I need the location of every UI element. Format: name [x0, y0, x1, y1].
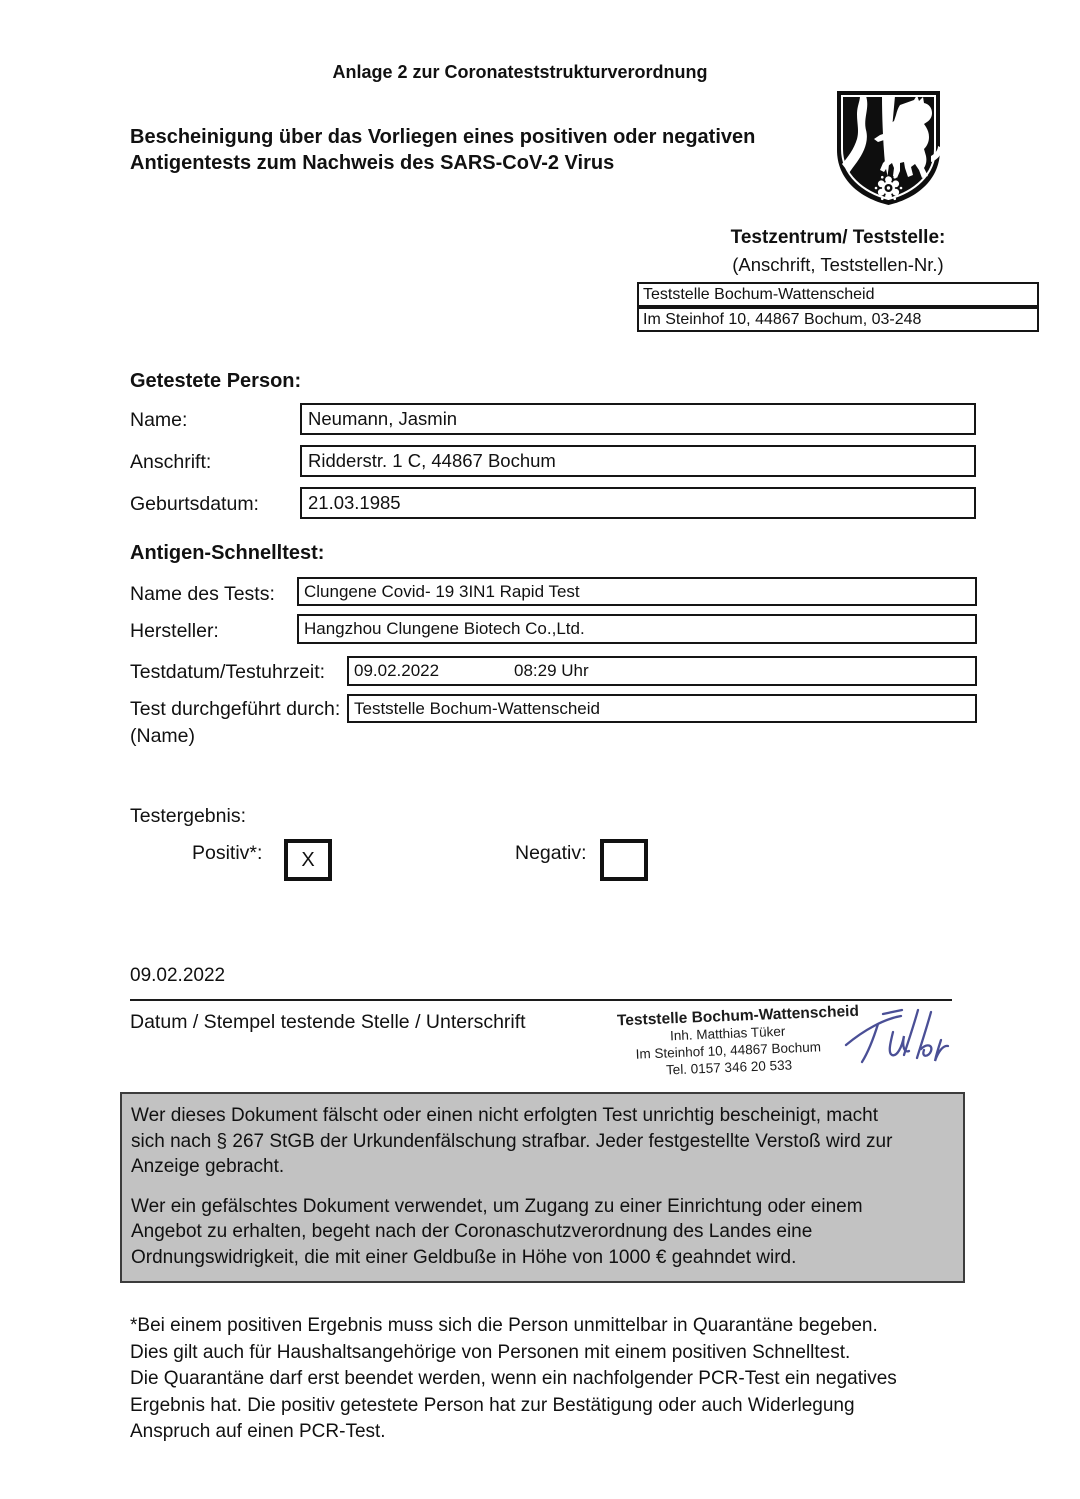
positive-label: Positiv*: [192, 842, 263, 864]
annex-title: Anlage 2 zur Coronateststrukturverordnung [332, 62, 708, 82]
footnote-line1: *Bei einem positiven Ergebnis muss sich die Person unmittelbar in Quarantäne begeben. [130, 1315, 878, 1336]
stamp-line-3: Im Steinhof 10, 44867 Bochum [635, 1039, 822, 1062]
positive-checkbox-mark: X [301, 848, 315, 871]
birthdate-field[interactable]: 21.03.1985 [300, 487, 976, 519]
stamp-line-4: Tel. 0157 346 20 533 [665, 1057, 793, 1078]
test-datetime-field[interactable] [347, 656, 977, 686]
stamp-line-2: Inh. Matthias Tüker [669, 1023, 786, 1044]
warning-p1-line3: Anzeige gebracht. [131, 1156, 285, 1177]
performed-by-name-hint: (Name) [130, 725, 196, 747]
test-center-subtitle: (Anschrift, Teststellen-Nr.) [732, 254, 944, 275]
test-center-name-field[interactable]: Teststelle Bochum-Wattenscheid [637, 282, 1039, 307]
negative-checkbox[interactable] [600, 839, 648, 881]
footnote-line2: Dies gilt auch für Haushaltsangehörige von Personen mit einem positiven Schnelltest. [130, 1341, 851, 1363]
test-time-value: 08:29 Uhr [514, 661, 589, 680]
test-name-label: Name des Tests: [130, 583, 275, 605]
manufacturer-field[interactable]: Hangzhou Clungene Biotech Co.,Ltd. [297, 614, 977, 644]
test-center-title: Testzentrum/ Teststelle: [730, 227, 946, 248]
name-label: Name: [130, 409, 188, 431]
performed-by-label: Test durchgeführt durch: [130, 698, 341, 720]
performed-by-field[interactable]: Teststelle Bochum-Wattenscheid [347, 694, 977, 723]
warning-p2-line1: Wer ein gefälschtes Dokument verwendet, um Zugang zu einer Einrichtung oder einem [131, 1195, 863, 1217]
test-center-stamp [616, 1002, 860, 1081]
attestation-date: 09.02.2022 [130, 965, 226, 986]
antigen-test-section-title: Antigen-Schnelltest: [130, 542, 325, 564]
handwritten-signature [838, 1000, 963, 1078]
tested-person-section-title: Getestete Person: [130, 370, 302, 392]
signature-rule [130, 999, 952, 1001]
test-date-value: 09.02.2022 [354, 661, 440, 680]
negative-label: Negativ: [515, 842, 587, 864]
test-center-address-field[interactable]: Im Steinhof 10, 44867 Bochum, 03-248 [637, 307, 1039, 332]
stamp-line-1: Teststelle Bochum-Wattenscheid [616, 1002, 860, 1030]
manufacturer-label: Hersteller: [130, 620, 219, 642]
test-name-field[interactable]: Clungene Covid- 19 3IN1 Rapid Test [297, 577, 977, 606]
warning-p1-line1: Wer dieses Dokument fälscht oder einen nicht erfolgten Test unrichtig bescheinigt, macht [131, 1105, 879, 1126]
result-section-title: Testergebnis: [130, 805, 246, 827]
nrw-coat-of-arms-icon [832, 88, 945, 207]
warning-p1-line2: sich nach § 267 StGB der Urkundenfälschung strafbar. Jeder festgestellte Verstoß wird zur [131, 1130, 893, 1152]
address-field[interactable]: Ridderstr. 1 C, 44867 Bochum [300, 445, 976, 477]
footnote-line3: Die Quarantäne darf erst beendet werden, wenn ein nachfolgender PCR-Test ein negatives [130, 1368, 897, 1389]
document-title-line1: Bescheinigung über das Vorliegen eines positiven oder negativen [130, 126, 756, 148]
quarantine-footnote [130, 1313, 897, 1446]
document-title [130, 124, 755, 176]
warning-paragraph-2 [131, 1194, 953, 1271]
document-title-line2: Antigentests zum Nachweis des SARS-CoV-2 Virus [130, 152, 615, 174]
warning-paragraph-1 [131, 1103, 953, 1180]
address-label: Anschrift: [130, 451, 212, 473]
footnote-line4: Ergebnis hat. Die positiv getestete Person hat zur Bestätigung oder auch Widerlegung [130, 1394, 855, 1416]
positive-checkbox[interactable] [284, 839, 332, 881]
birthdate-label: Geburtsdatum: [130, 493, 259, 515]
signature-caption: Datum / Stempel testende Stelle / Unterschrift [130, 1011, 526, 1033]
warning-p2-line3: Ordnungswidrigkeit, die mit einer Geldbuße in Höhe von 1000 € geahndet wird. [131, 1246, 797, 1268]
test-datetime-label: Testdatum/Testuhrzeit: [130, 661, 326, 683]
name-field[interactable]: Neumann, Jasmin [300, 403, 976, 435]
legal-warning-box [120, 1092, 965, 1283]
footnote-line5: Anspruch auf einen PCR-Test. [130, 1421, 386, 1442]
warning-p2-line2: Angebot zu erhalten, begeht nach der Coronaschutzverordnung des Landes eine [131, 1221, 813, 1242]
